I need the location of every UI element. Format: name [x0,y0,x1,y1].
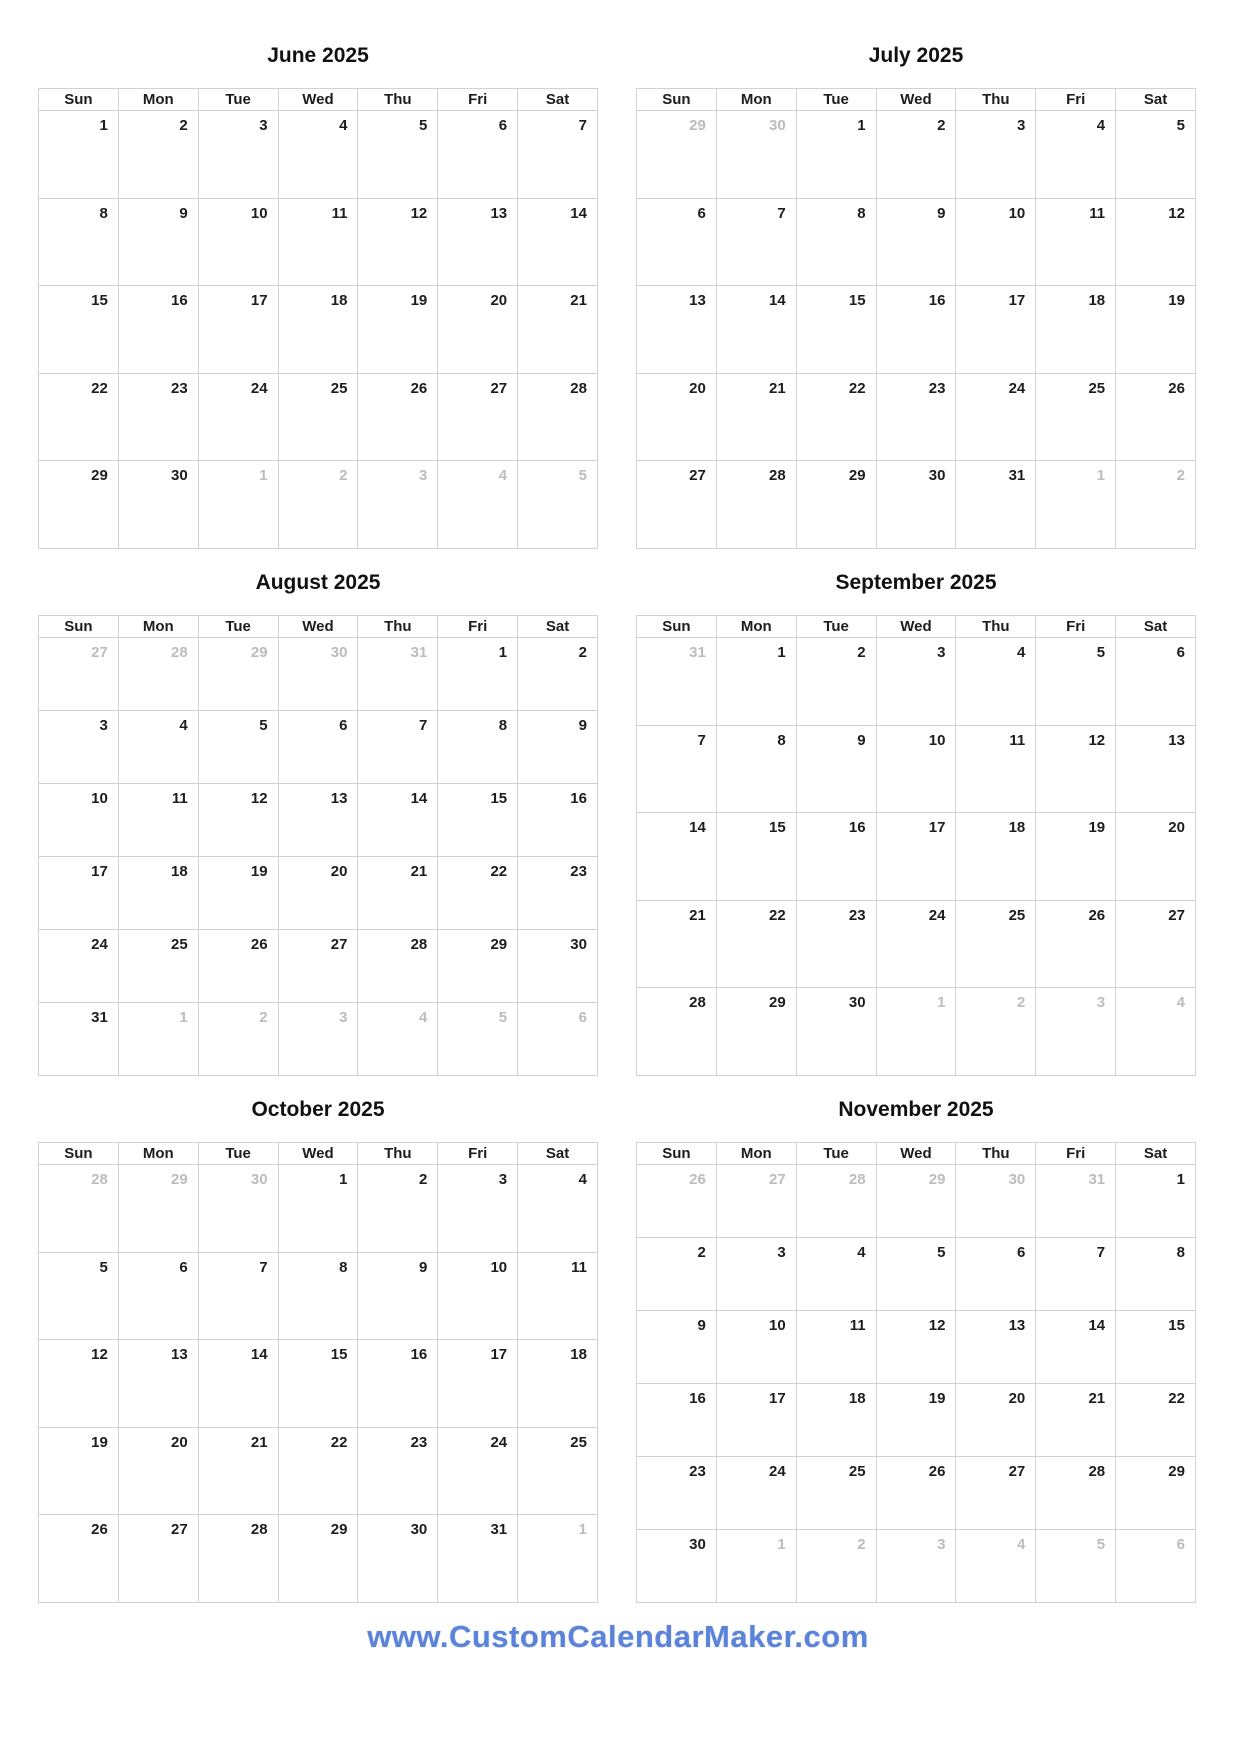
weekday-label: Sun [39,89,119,111]
day-cell: 9 [797,726,877,814]
day-cell-adjacent-month: 29 [199,638,279,711]
day-cell: 4 [797,1238,877,1311]
day-cell: 2 [637,1238,717,1311]
weekday-label: Tue [797,616,877,638]
day-cell: 24 [717,1457,797,1530]
day-cell: 2 [877,111,957,199]
weekday-label: Wed [877,89,957,111]
day-cell: 4 [518,1165,598,1253]
day-cell: 12 [877,1311,957,1384]
day-cell: 23 [119,374,199,462]
day-cell: 24 [199,374,279,462]
weekday-label: Sat [518,89,598,111]
day-cell: 3 [438,1165,518,1253]
day-cell-adjacent-month: 2 [1116,461,1196,549]
day-cell: 5 [1116,111,1196,199]
day-cell-adjacent-month: 6 [1116,1530,1196,1603]
weekday-label: Thu [956,616,1036,638]
month-november-2025 [636,1096,1196,1603]
day-cell: 28 [358,930,438,1003]
calendar-grid [636,88,1196,549]
day-cell: 22 [717,901,797,989]
weekday-label: Sat [1116,1143,1196,1165]
day-cell: 30 [637,1530,717,1603]
day-cell: 3 [956,111,1036,199]
day-cell: 12 [39,1340,119,1428]
day-cell: 6 [956,1238,1036,1311]
day-cell-adjacent-month: 1 [518,1515,598,1603]
day-cell: 13 [1116,726,1196,814]
weekday-label: Fri [438,1143,518,1165]
day-cell-adjacent-month: 30 [199,1165,279,1253]
day-cell: 17 [956,286,1036,374]
day-cell: 17 [199,286,279,374]
day-cell-adjacent-month: 3 [358,461,438,549]
weekday-label: Fri [1036,89,1116,111]
day-cell: 29 [39,461,119,549]
weekday-label: Tue [797,1143,877,1165]
day-cell: 22 [797,374,877,462]
day-cell: 20 [438,286,518,374]
day-cell: 12 [1036,726,1116,814]
day-cell: 28 [199,1515,279,1603]
day-cell: 9 [358,1253,438,1341]
day-cell: 22 [438,857,518,930]
day-cell: 30 [877,461,957,549]
day-cell-adjacent-month: 1 [717,1530,797,1603]
day-cell: 9 [518,711,598,784]
day-cell: 15 [438,784,518,857]
weekday-label: Sun [39,616,119,638]
day-cell: 16 [518,784,598,857]
day-cell: 15 [797,286,877,374]
day-cell-adjacent-month: 29 [637,111,717,199]
day-cell: 8 [279,1253,359,1341]
day-cell: 2 [518,638,598,711]
weekday-label: Fri [1036,1143,1116,1165]
weekday-header-row [637,616,1196,638]
day-cell: 23 [877,374,957,462]
day-cell-adjacent-month: 5 [438,1003,518,1076]
day-cell: 13 [279,784,359,857]
day-cell: 2 [119,111,199,199]
day-cell: 17 [438,1340,518,1428]
weekday-label: Sun [637,1143,717,1165]
day-cell: 14 [717,286,797,374]
day-cell: 23 [358,1428,438,1516]
weekday-label: Tue [199,89,279,111]
weekday-header-row [39,89,598,111]
day-cell: 13 [438,199,518,287]
day-cell-adjacent-month: 3 [279,1003,359,1076]
day-cell: 19 [877,1384,957,1457]
day-cell: 20 [956,1384,1036,1457]
month-days [39,1165,598,1603]
day-cell: 1 [39,111,119,199]
day-cell: 28 [637,988,717,1076]
day-cell: 16 [797,813,877,901]
day-cell-adjacent-month: 5 [1036,1530,1116,1603]
day-cell: 23 [518,857,598,930]
day-cell: 16 [358,1340,438,1428]
day-cell: 19 [1036,813,1116,901]
day-cell: 9 [637,1311,717,1384]
weekday-header-row [637,1143,1196,1165]
weekday-label: Thu [956,89,1036,111]
day-cell: 18 [518,1340,598,1428]
day-cell: 26 [877,1457,957,1530]
day-cell: 7 [518,111,598,199]
day-cell: 24 [956,374,1036,462]
day-cell: 10 [956,199,1036,287]
day-cell: 10 [199,199,279,287]
day-cell: 21 [199,1428,279,1516]
day-cell: 15 [717,813,797,901]
month-days [637,638,1196,1076]
day-cell: 7 [1036,1238,1116,1311]
day-cell-adjacent-month: 2 [797,1530,877,1603]
day-cell: 20 [119,1428,199,1516]
day-cell: 28 [518,374,598,462]
day-cell: 23 [637,1457,717,1530]
day-cell: 2 [358,1165,438,1253]
day-cell: 10 [877,726,957,814]
day-cell: 4 [956,638,1036,726]
calendar-grid [636,1142,1196,1603]
day-cell: 16 [119,286,199,374]
weekday-label: Tue [797,89,877,111]
day-cell: 25 [956,901,1036,989]
day-cell-adjacent-month: 31 [358,638,438,711]
day-cell: 30 [358,1515,438,1603]
day-cell: 5 [358,111,438,199]
month-title: July 2025 [868,44,964,67]
day-cell: 21 [1036,1384,1116,1457]
day-cell: 17 [39,857,119,930]
day-cell: 23 [797,901,877,989]
calendar-grid [38,1142,598,1603]
month-title: August 2025 [255,571,381,594]
day-cell: 3 [199,111,279,199]
day-cell: 8 [1116,1238,1196,1311]
month-days [637,1165,1196,1603]
day-cell-adjacent-month: 4 [438,461,518,549]
month-september-2025 [636,569,1196,1076]
day-cell: 7 [637,726,717,814]
day-cell: 15 [279,1340,359,1428]
day-cell: 17 [717,1384,797,1457]
day-cell: 15 [39,286,119,374]
day-cell-adjacent-month: 6 [518,1003,598,1076]
day-cell: 18 [1036,286,1116,374]
weekday-label: Mon [119,89,199,111]
month-title: October 2025 [251,1098,385,1121]
day-cell: 19 [358,286,438,374]
month-june-2025 [38,42,598,549]
day-cell: 26 [1116,374,1196,462]
day-cell: 13 [119,1340,199,1428]
day-cell: 19 [39,1428,119,1516]
day-cell: 25 [797,1457,877,1530]
day-cell: 5 [1036,638,1116,726]
weekday-label: Mon [717,616,797,638]
weekday-label: Sun [637,89,717,111]
month-july-2025 [636,42,1196,549]
day-cell: 24 [39,930,119,1003]
day-cell: 19 [1116,286,1196,374]
day-cell: 4 [119,711,199,784]
day-cell-adjacent-month: 29 [877,1165,957,1238]
day-cell-adjacent-month: 4 [956,1530,1036,1603]
day-cell: 18 [956,813,1036,901]
day-cell: 12 [199,784,279,857]
day-cell: 14 [518,199,598,287]
day-cell: 11 [956,726,1036,814]
weekday-label: Tue [199,1143,279,1165]
month-days [637,111,1196,549]
day-cell: 29 [1116,1457,1196,1530]
day-cell: 14 [1036,1311,1116,1384]
months-grid [38,42,1198,1603]
calendar-grid [38,88,598,549]
weekday-label: Tue [199,616,279,638]
day-cell-adjacent-month: 2 [956,988,1036,1076]
day-cell: 25 [518,1428,598,1516]
day-cell: 24 [438,1428,518,1516]
day-cell: 20 [279,857,359,930]
weekday-label: Mon [119,1143,199,1165]
weekday-label: Thu [358,616,438,638]
weekday-header-row [39,1143,598,1165]
day-cell-adjacent-month: 1 [119,1003,199,1076]
day-cell-adjacent-month: 1 [199,461,279,549]
day-cell: 17 [877,813,957,901]
day-cell-adjacent-month: 30 [956,1165,1036,1238]
weekday-label: Wed [279,616,359,638]
weekday-label: Sat [1116,616,1196,638]
day-cell: 7 [199,1253,279,1341]
day-cell: 14 [358,784,438,857]
weekday-header-row [39,616,598,638]
month-days [39,638,598,1076]
day-cell: 9 [119,199,199,287]
day-cell-adjacent-month: 4 [1116,988,1196,1076]
weekday-label: Fri [438,89,518,111]
day-cell: 5 [39,1253,119,1341]
day-cell: 28 [717,461,797,549]
day-cell: 31 [438,1515,518,1603]
day-cell-adjacent-month: 27 [39,638,119,711]
weekday-label: Mon [119,616,199,638]
weekday-label: Thu [358,89,438,111]
month-title: November 2025 [838,1098,994,1121]
day-cell: 29 [438,930,518,1003]
weekday-label: Sat [518,616,598,638]
day-cell: 3 [39,711,119,784]
day-cell: 4 [279,111,359,199]
day-cell-adjacent-month: 30 [717,111,797,199]
calendar-grid [636,615,1196,1076]
day-cell-adjacent-month: 3 [877,1530,957,1603]
day-cell: 6 [279,711,359,784]
day-cell: 26 [1036,901,1116,989]
day-cell: 3 [877,638,957,726]
month-august-2025 [38,569,598,1076]
day-cell: 29 [279,1515,359,1603]
day-cell: 24 [877,901,957,989]
day-cell: 22 [39,374,119,462]
day-cell: 16 [877,286,957,374]
watermark-link[interactable]: www.CustomCalendarMaker.com [367,1619,869,1654]
day-cell: 20 [637,374,717,462]
day-cell: 12 [358,199,438,287]
day-cell: 22 [279,1428,359,1516]
weekday-label: Wed [279,89,359,111]
watermark-row [38,1619,1198,1655]
day-cell: 19 [199,857,279,930]
day-cell: 11 [797,1311,877,1384]
day-cell: 18 [279,286,359,374]
day-cell: 13 [637,286,717,374]
day-cell: 25 [1036,374,1116,462]
month-days [39,111,598,549]
day-cell: 26 [39,1515,119,1603]
day-cell: 18 [797,1384,877,1457]
day-cell: 15 [1116,1311,1196,1384]
day-cell: 26 [358,374,438,462]
day-cell: 2 [797,638,877,726]
day-cell-adjacent-month: 5 [518,461,598,549]
day-cell: 8 [39,199,119,287]
day-cell: 16 [637,1384,717,1457]
day-cell: 27 [1116,901,1196,989]
day-cell: 10 [717,1311,797,1384]
day-cell: 11 [518,1253,598,1341]
weekday-label: Sun [39,1143,119,1165]
day-cell-adjacent-month: 2 [199,1003,279,1076]
day-cell: 14 [637,813,717,901]
day-cell: 21 [637,901,717,989]
day-cell: 11 [279,199,359,287]
day-cell: 29 [797,461,877,549]
day-cell: 8 [438,711,518,784]
weekday-label: Wed [877,616,957,638]
day-cell-adjacent-month: 4 [358,1003,438,1076]
day-cell: 9 [877,199,957,287]
weekday-label: Thu [358,1143,438,1165]
weekday-label: Mon [717,89,797,111]
day-cell: 27 [956,1457,1036,1530]
month-october-2025 [38,1096,598,1603]
day-cell: 3 [717,1238,797,1311]
weekday-label: Mon [717,1143,797,1165]
day-cell: 6 [1116,638,1196,726]
weekday-label: Sat [1116,89,1196,111]
day-cell: 13 [956,1311,1036,1384]
day-cell-adjacent-month: 27 [717,1165,797,1238]
day-cell: 4 [1036,111,1116,199]
day-cell: 20 [1116,813,1196,901]
day-cell: 31 [956,461,1036,549]
weekday-label: Wed [279,1143,359,1165]
day-cell: 29 [717,988,797,1076]
day-cell-adjacent-month: 29 [119,1165,199,1253]
day-cell: 1 [717,638,797,726]
day-cell-adjacent-month: 30 [279,638,359,711]
day-cell-adjacent-month: 31 [1036,1165,1116,1238]
day-cell: 22 [1116,1384,1196,1457]
weekday-label: Sun [637,616,717,638]
day-cell-adjacent-month: 28 [119,638,199,711]
day-cell-adjacent-month: 31 [637,638,717,726]
weekday-header-row [637,89,1196,111]
day-cell-adjacent-month: 28 [39,1165,119,1253]
weekday-label: Wed [877,1143,957,1165]
day-cell: 21 [358,857,438,930]
day-cell: 25 [279,374,359,462]
weekday-label: Sat [518,1143,598,1165]
day-cell: 7 [358,711,438,784]
day-cell: 11 [119,784,199,857]
day-cell-adjacent-month: 1 [1036,461,1116,549]
day-cell: 10 [438,1253,518,1341]
day-cell: 30 [797,988,877,1076]
day-cell: 1 [797,111,877,199]
day-cell: 18 [119,857,199,930]
month-title: June 2025 [267,44,369,67]
day-cell: 1 [279,1165,359,1253]
day-cell: 31 [39,1003,119,1076]
day-cell: 1 [438,638,518,711]
day-cell: 6 [119,1253,199,1341]
day-cell: 27 [119,1515,199,1603]
day-cell: 11 [1036,199,1116,287]
day-cell-adjacent-month: 26 [637,1165,717,1238]
day-cell: 8 [717,726,797,814]
day-cell: 14 [199,1340,279,1428]
day-cell-adjacent-month: 1 [877,988,957,1076]
month-title: September 2025 [835,571,997,594]
day-cell: 6 [637,199,717,287]
day-cell: 30 [119,461,199,549]
day-cell-adjacent-month: 3 [1036,988,1116,1076]
day-cell: 25 [119,930,199,1003]
day-cell: 5 [199,711,279,784]
day-cell-adjacent-month: 28 [797,1165,877,1238]
day-cell: 10 [39,784,119,857]
day-cell: 27 [438,374,518,462]
day-cell: 27 [637,461,717,549]
day-cell: 12 [1116,199,1196,287]
day-cell: 21 [717,374,797,462]
day-cell: 7 [717,199,797,287]
calendar-grid [38,615,598,1076]
weekday-label: Fri [438,616,518,638]
day-cell-adjacent-month: 2 [279,461,359,549]
day-cell: 26 [199,930,279,1003]
day-cell: 21 [518,286,598,374]
weekday-label: Thu [956,1143,1036,1165]
day-cell: 30 [518,930,598,1003]
day-cell: 1 [1116,1165,1196,1238]
day-cell: 27 [279,930,359,1003]
day-cell: 5 [877,1238,957,1311]
day-cell: 28 [1036,1457,1116,1530]
weekday-label: Fri [1036,616,1116,638]
day-cell: 6 [438,111,518,199]
day-cell: 8 [797,199,877,287]
